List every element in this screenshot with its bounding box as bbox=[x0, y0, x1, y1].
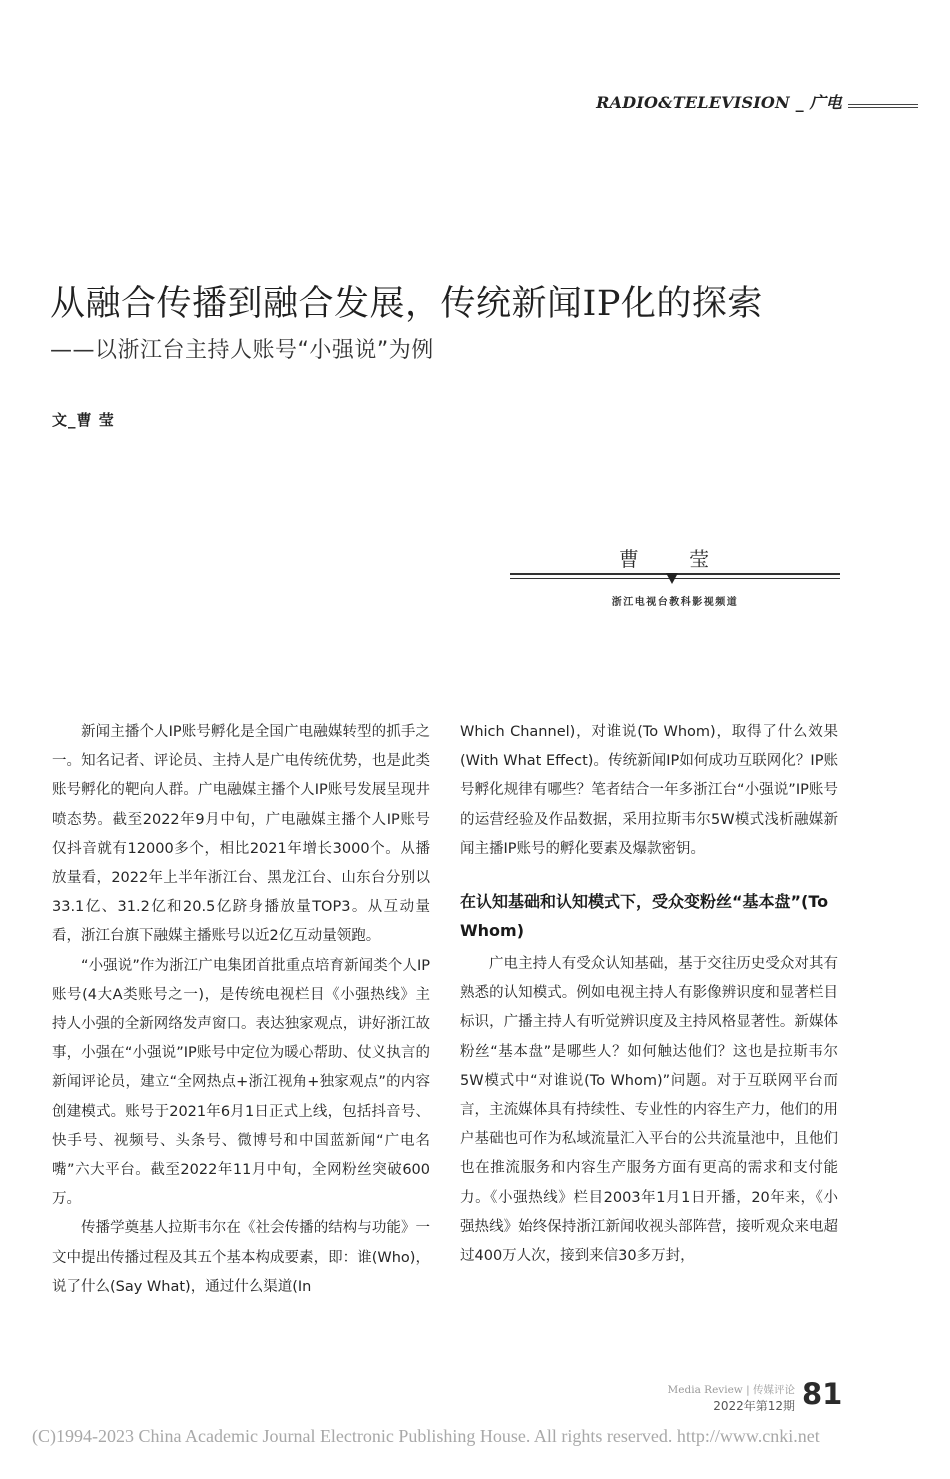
footer-issue: 2022年第12期 bbox=[713, 1399, 795, 1413]
footer-journal-name: Media Review | 传媒评论 bbox=[667, 1384, 795, 1396]
article-title: 从融合传播到融合发展，传统新闻IP化的探索 bbox=[50, 284, 763, 324]
triangle-marker-icon bbox=[666, 573, 678, 584]
body-column-right bbox=[460, 718, 838, 1271]
running-header bbox=[560, 90, 930, 116]
article-subtitle: ——以浙江台主持人账号“小强说”为例 bbox=[50, 338, 434, 363]
header-rule bbox=[848, 104, 918, 105]
body-paragraph: Which Channel)，对谁说(To Whom)，取得了什么效果(With What Effect)。传统新闻IP如何成功互联网化？IP账号孵化规律有哪些？笔者结合一年多浙江台“小强说”IP账号的运营经验及作品数据，采用拉斯韦尔5W模式浅析融媒新闻主播IP账号的孵化要素及爆款密钥。 bbox=[460, 724, 838, 857]
author-affiliation: 浙江电视台教科影视频道 bbox=[611, 597, 739, 608]
copyright-watermark: (C)1994-2023 China Academic Journal Electronic Publishing House. All rights reserved. http://www.cnki.net bbox=[32, 1426, 820, 1446]
page-number: 81 bbox=[802, 1377, 843, 1411]
header-rule bbox=[848, 107, 918, 108]
section-heading: 在认知基础和认知模式下，受众变粉丝“基本盘”(To Whom) bbox=[460, 892, 829, 941]
running-header-text: RADIO&TELEVISION _ 广电 bbox=[596, 93, 842, 112]
body-column-left bbox=[52, 718, 430, 1302]
body-paragraph: “小强说”作为浙江广电集团首批重点培育新闻类个人IP账号(4大A类账号之一)，是传统电视栏目《小强热线》主持人小强的全新网络发声窗口。表达独家观点，讲好浙江故事，小强在“小强说”IP账号中定位为暖心帮助、仗义执言的新闻评论员，建立“全网热点+浙江视角+独家观点”的内容创建模式。账号于2021年6月1日正式上线，包括抖音号、快手号、视频号、头条号、微博号和中国蓝新闻“广电名嘴”六大平台。截至2022年11月中旬，全网粉丝突破600万。 bbox=[52, 957, 430, 1208]
author-name: 曹 莹 bbox=[618, 547, 732, 571]
byline: 文_曹 莹 bbox=[52, 411, 115, 429]
body-paragraph: 传播学奠基人拉斯韦尔在《社会传播的结构与功能》一文中提出传播过程及其五个基本构成要素，即：谁(Who)，说了什么(Say What)，通过什么渠道(In bbox=[52, 1220, 430, 1295]
body-paragraph: 新闻主播个人IP账号孵化是全国广电融媒转型的抓手之一。知名记者、评论员、主持人是广电传统优势，也是此类账号孵化的靶向人群。广电融媒主播个人IP账号发展呈现井喷态势。截至2022年9月中旬，广电融媒主播个人IP账号仅抖音就有12000多个，相比2021年增长3000个。从播放量看，2022年上半年浙江台、黑龙江台、山东台分别以33.1亿、31.2亿和20.5亿跻身播放量TOP3。从互动量看，浙江台旗下融媒主播账号以近2亿互动量领跑。 bbox=[52, 724, 430, 945]
body-paragraph: 广电主持人有受众认知基础，基于交往历史受众对其有熟悉的认知模式。例如电视主持人有影像辨识度和显著栏目标识，广播主持人有听觉辨识度及主持风格显著性。新媒体粉丝“基本盘”是哪些人？如何触达他们？这也是拉斯韦尔5W模式中“对谁说(To Whom)”问题。对于互联网平台而言，主流媒体具有持续性、专业性的内容生产力，他们的用户基础也可作为私域流量汇入平台的公共流量池中，且他们也在推流服务和内容生产服务方面有更高的需求和支付能力。《小强热线》栏目2003年1月1日开播，20年来，《小强热线》始终保持浙江新闻收视头部阵营，接听观众来电超过400万人次，接到来信30多万封， bbox=[460, 956, 838, 1265]
